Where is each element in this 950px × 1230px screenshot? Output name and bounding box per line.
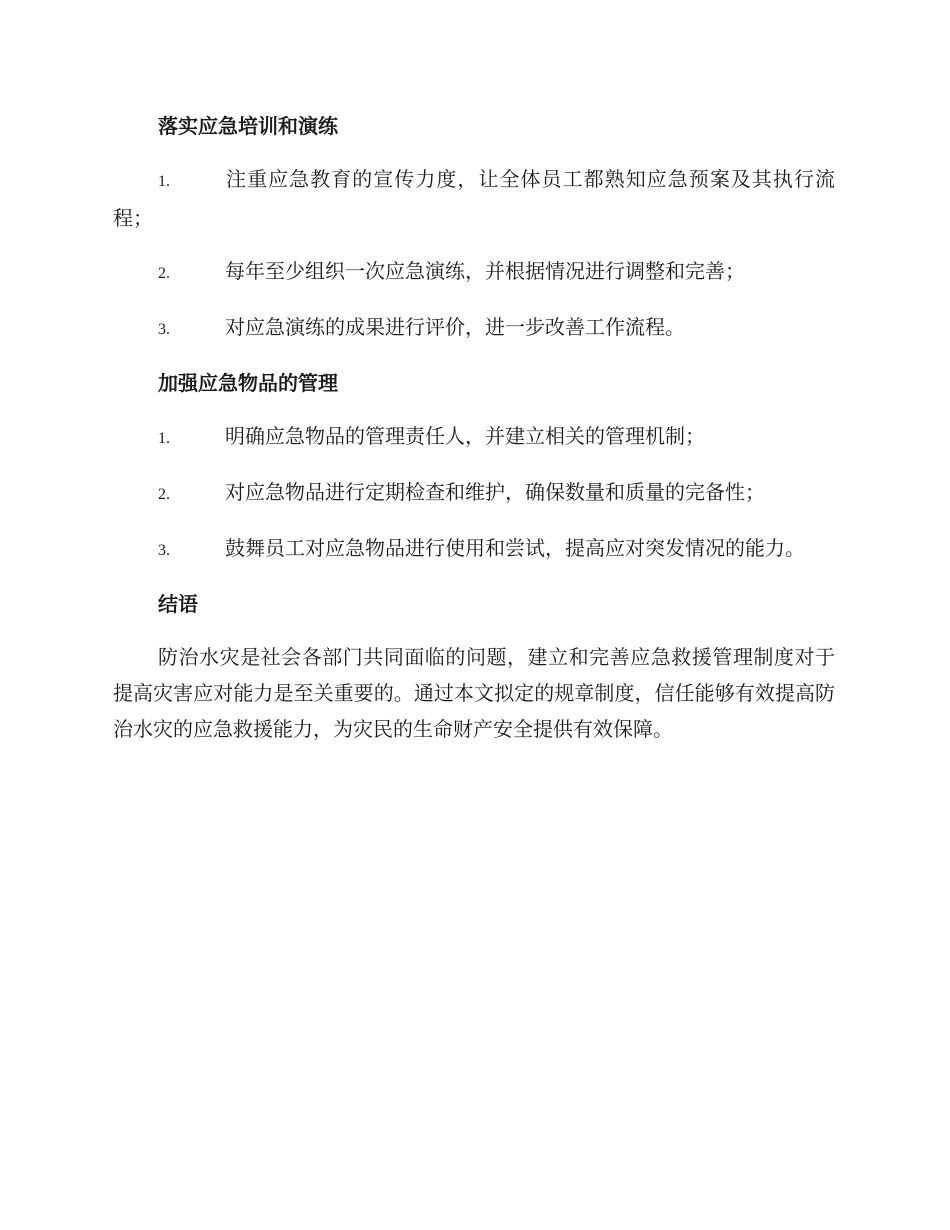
document-body [113, 108, 835, 747]
list-item [113, 418, 835, 457]
list-item-text: 对应急物品进行定期检查和维护，确保数量和质量的完备性； [225, 480, 765, 504]
list-item-text: 鼓舞员工对应急物品进行使用和尝试，提高应对突发情况的能力。 [225, 536, 805, 560]
list-item-text: 注重应急教育的宣传力度，让全体员工都熟知应急预案及其执行流程； [113, 167, 835, 230]
list-item-text: 明确应急物品的管理责任人，并建立相关的管理机制； [225, 424, 705, 448]
list-item-number: 1. [158, 173, 170, 190]
list-item [113, 309, 835, 348]
list-item-text: 对应急演练的成果进行评价，进一步改善工作流程。 [225, 315, 685, 339]
list-item-number: 3. [158, 321, 170, 338]
list-item-number: 3. [158, 542, 170, 559]
section-heading-supplies: 加强应急物品的管理 [158, 371, 338, 395]
section-heading-conclusion: 结语 [158, 592, 198, 616]
list-item-text: 每年至少组织一次应急演练，并根据情况进行调整和完善； [225, 259, 745, 283]
list-item [113, 161, 835, 236]
list-item-number: 1. [158, 430, 170, 447]
list-item-number: 2. [158, 486, 170, 503]
list-item [113, 474, 835, 513]
list-item [113, 253, 835, 292]
conclusion-paragraph: 防治水灾是社会各部门共同面临的问题，建立和完善应急救援管理制度对于提高灾害应对能力是至关重要的。通过本文拟定的规章制度，信任能够有效提高防治水灾的应急救援能力，为灾民的生命财产安全提供有效保障。 [113, 645, 835, 741]
section-heading-training: 落实应急培训和演练 [158, 114, 338, 138]
list-item-number: 2. [158, 265, 170, 282]
list-item [113, 530, 835, 569]
